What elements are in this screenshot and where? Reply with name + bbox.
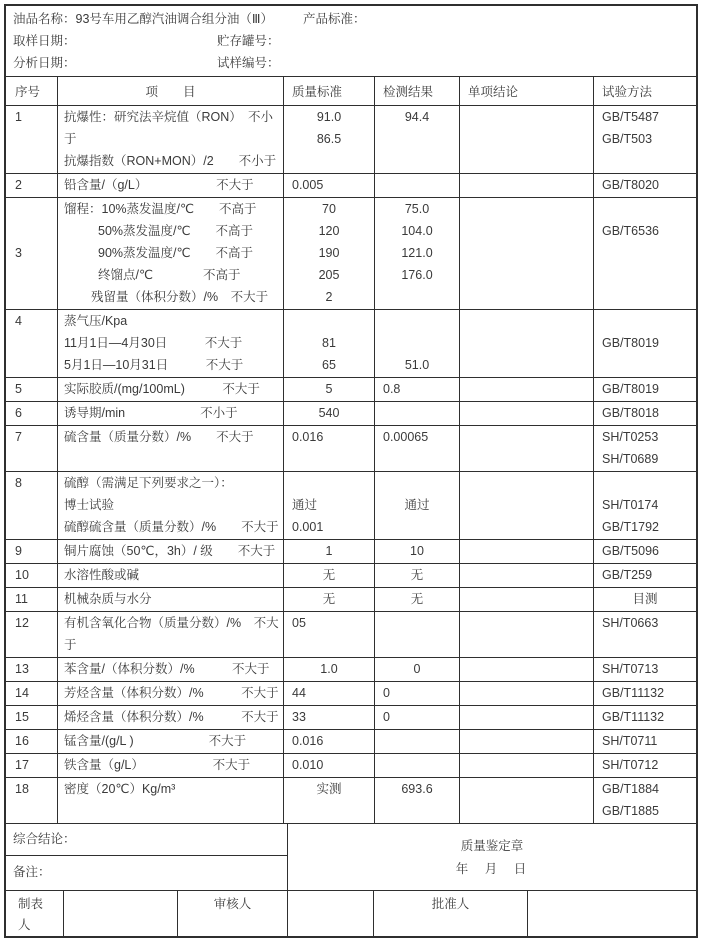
cell-no: 12 bbox=[6, 612, 58, 657]
cell-item: 铁含量（g/L） 不大于 bbox=[58, 754, 284, 777]
summary-left bbox=[6, 824, 288, 890]
cell-item: 硫醇（需满足下列要求之一）： 博士试验 硫醇硫含量（质量分数）/% 不大于 bbox=[58, 472, 284, 539]
product-name: 油品名称：93号车用乙醇汽油调合组分油（Ⅲ） bbox=[13, 12, 274, 26]
cell-conclusion bbox=[460, 778, 594, 823]
cell-item: 苯含量/（体积分数）/% 不大于 bbox=[58, 658, 284, 681]
cell-method: GB/T8019 bbox=[602, 382, 659, 396]
cell-result: 0.00065 bbox=[375, 426, 460, 471]
table-row bbox=[6, 588, 696, 612]
cell-no: 17 bbox=[6, 754, 58, 777]
cell-conclusion bbox=[460, 402, 594, 425]
table-row bbox=[6, 612, 696, 658]
cell-standard: 0.005 bbox=[284, 174, 375, 197]
cell-no: 15 bbox=[6, 706, 58, 729]
preparer-cell bbox=[6, 891, 64, 936]
cell-result bbox=[375, 402, 460, 425]
cell-standard: 81 65 bbox=[284, 310, 375, 377]
info-line-2 bbox=[6, 30, 696, 52]
cell-no: 3 bbox=[6, 198, 58, 309]
cell-conclusion bbox=[460, 706, 594, 729]
table-body bbox=[6, 106, 696, 823]
cell-standard: 44 bbox=[284, 682, 375, 705]
cell-standard: 0.016 bbox=[284, 730, 375, 753]
cell-conclusion bbox=[460, 682, 594, 705]
cell-method: GB/T259 bbox=[602, 568, 653, 582]
cell-result: 94.4 bbox=[375, 106, 460, 173]
cell-standard: 无 bbox=[284, 588, 375, 611]
cell-standard: 1.0 bbox=[284, 658, 375, 681]
product-standard-label: 产品标准： bbox=[303, 12, 366, 26]
cell-standard: 91.0 86.5 bbox=[284, 106, 375, 173]
cell-result: 通过 bbox=[375, 472, 460, 539]
cell-standard: 通过 0.001 bbox=[284, 472, 375, 539]
cell-method: GB/T8020 bbox=[602, 178, 659, 192]
cell-conclusion bbox=[460, 564, 594, 587]
cell-result: 无 bbox=[375, 564, 460, 587]
table-row bbox=[6, 378, 696, 402]
cell-no: 6 bbox=[6, 402, 58, 425]
cell-standard: 1 bbox=[284, 540, 375, 563]
table-row bbox=[6, 658, 696, 682]
cell-no: 8 bbox=[6, 472, 58, 539]
cell-conclusion bbox=[460, 730, 594, 753]
cell-no: 7 bbox=[6, 426, 58, 471]
cell-standard: 无 bbox=[284, 564, 375, 587]
cell-item: 水溶性酸或碱 bbox=[58, 564, 284, 587]
preparer-label: 制表人 bbox=[18, 897, 44, 932]
cell-item: 抗爆性：研究法辛烷值（RON） 不小 于 抗爆指数（RON+MON）/2 不小于 bbox=[58, 106, 284, 173]
cell-no: 9 bbox=[6, 540, 58, 563]
cell-standard: 33 bbox=[284, 706, 375, 729]
cell-standard: 5 bbox=[284, 378, 375, 401]
cell-no: 2 bbox=[6, 174, 58, 197]
header-cell-method: 试验方法 bbox=[602, 85, 653, 99]
cell-item: 馏程：10%蒸发温度/℃ 不高于 50%蒸发温度/℃ 不高于 90%蒸发温度/℃ 不高于 终馏点/℃ 不高于 残留量（体积分数）/% 不大于 bbox=[58, 198, 284, 309]
cell-conclusion bbox=[460, 588, 594, 611]
cell-no: 14 bbox=[6, 682, 58, 705]
approver-value-cell bbox=[528, 891, 696, 936]
cell-item: 密度（20℃）Kg/m³ bbox=[58, 778, 284, 823]
cell-item: 实际胶质/(mg/100mL) 不大于 bbox=[58, 378, 284, 401]
cell-method: SH/T0711 bbox=[602, 734, 658, 748]
table-row bbox=[6, 540, 696, 564]
table-row bbox=[6, 472, 696, 540]
cell-method: SH/T0712 bbox=[602, 758, 659, 772]
cell-item: 芳烃含量（体积分数）/% 不大于 bbox=[58, 682, 284, 705]
header-cell-result: 检测结果 bbox=[375, 77, 460, 105]
seal-label: 质量鉴定章 bbox=[460, 838, 524, 853]
reviewer-cell bbox=[178, 891, 288, 936]
signature-row bbox=[6, 890, 696, 936]
cell-no: 13 bbox=[6, 658, 58, 681]
table-row bbox=[6, 706, 696, 730]
reviewer-label: 审核人 bbox=[213, 897, 252, 911]
table-row bbox=[6, 426, 696, 472]
summary-block bbox=[6, 823, 696, 890]
quality-inspection-report bbox=[4, 4, 698, 938]
cell-standard: 0.010 bbox=[284, 754, 375, 777]
cell-conclusion bbox=[460, 658, 594, 681]
info-line-3 bbox=[6, 52, 696, 74]
cell-result: 75.0 104.0 121.0 176.0 bbox=[375, 198, 460, 309]
cell-item: 烯烃含量（体积分数）/% 不大于 bbox=[58, 706, 284, 729]
cell-result: 0 bbox=[375, 706, 460, 729]
table-row bbox=[6, 174, 696, 198]
cell-standard: 70 120 190 205 2 bbox=[284, 198, 375, 309]
cell-conclusion bbox=[460, 198, 594, 309]
preparer-value-cell bbox=[64, 891, 178, 936]
table-row bbox=[6, 402, 696, 426]
cell-method: GB/T5096 bbox=[602, 544, 659, 558]
cell-result: 693.6 bbox=[375, 778, 460, 823]
cell-standard: 0.016 bbox=[284, 426, 375, 471]
seal-date-label: 年 月 日 bbox=[455, 861, 529, 876]
cell-no: 4 bbox=[6, 310, 58, 377]
cell-result: 0.8 bbox=[375, 378, 460, 401]
storage-tank-label: 贮存罐号： bbox=[217, 34, 280, 48]
analysis-date-label: 分析日期： bbox=[13, 56, 76, 70]
reviewer-value-cell bbox=[288, 891, 374, 936]
approver-cell bbox=[374, 891, 528, 936]
cell-method: SH/T0663 bbox=[602, 616, 659, 630]
table-row bbox=[6, 778, 696, 823]
cell-no: 16 bbox=[6, 730, 58, 753]
table-row bbox=[6, 682, 696, 706]
cell-item: 铅含量/（g/L） 不大于 bbox=[58, 174, 284, 197]
cell-item: 诱导期/min 不小于 bbox=[58, 402, 284, 425]
cell-no: 11 bbox=[6, 588, 58, 611]
cell-method: GB/T5487 GB/T503 bbox=[602, 110, 659, 146]
sampling-date-label: 取样日期： bbox=[13, 34, 76, 48]
header-cell-standard: 质量标准 bbox=[284, 77, 375, 105]
cell-result: 51.0 bbox=[375, 310, 460, 377]
cell-conclusion bbox=[460, 310, 594, 377]
cell-conclusion bbox=[460, 540, 594, 563]
cell-item: 蒸气压/Kpa 11月1日—4月30日 不大于 5月1日—10月31日 不大于 bbox=[58, 310, 284, 377]
cell-method: GB/T8019 bbox=[602, 336, 659, 350]
cell-result bbox=[375, 730, 460, 753]
cell-item: 有机含氧化合物（质量分数）/% 不大 于 bbox=[58, 612, 284, 657]
cell-item: 机械杂质与水分 bbox=[58, 588, 284, 611]
cell-method: SH/T0253 SH/T0689 bbox=[602, 430, 659, 466]
cell-standard: 05 bbox=[284, 612, 375, 657]
table-row bbox=[6, 564, 696, 588]
sample-number-label: 试样编号： bbox=[217, 56, 280, 70]
seal-area bbox=[288, 824, 696, 890]
cell-conclusion bbox=[460, 612, 594, 657]
info-line-1 bbox=[6, 8, 696, 30]
cell-conclusion bbox=[460, 106, 594, 173]
cell-method: 目测 bbox=[632, 592, 658, 606]
cell-item: 锰含量/(g/L ) 不大于 bbox=[58, 730, 284, 753]
cell-conclusion bbox=[460, 378, 594, 401]
cell-conclusion bbox=[460, 426, 594, 471]
cell-result bbox=[375, 612, 460, 657]
cell-method: SH/T0713 bbox=[602, 662, 659, 676]
cell-standard: 540 bbox=[284, 402, 375, 425]
cell-conclusion bbox=[460, 472, 594, 539]
cell-conclusion bbox=[460, 174, 594, 197]
cell-method: GB/T11132 bbox=[602, 686, 665, 700]
cell-no: 5 bbox=[6, 378, 58, 401]
cell-result bbox=[375, 174, 460, 197]
cell-result: 0 bbox=[375, 682, 460, 705]
cell-no: 18 bbox=[6, 778, 58, 823]
cell-method: SH/T0174 GB/T1792 bbox=[602, 498, 659, 534]
header-cell-conclusion: 单项结论 bbox=[460, 77, 594, 105]
cell-result: 10 bbox=[375, 540, 460, 563]
remarks-label: 备注： bbox=[13, 865, 51, 879]
cell-method: GB/T8018 bbox=[602, 406, 659, 420]
report-info-block bbox=[6, 6, 696, 77]
table-header bbox=[6, 77, 696, 106]
cell-method: GB/T11132 bbox=[602, 710, 665, 724]
approver-label: 批准人 bbox=[431, 897, 470, 911]
table-row bbox=[6, 198, 696, 310]
cell-item: 铜片腐蚀（50℃，3h）/ 级 不大于 bbox=[58, 540, 284, 563]
cell-result: 0 bbox=[375, 658, 460, 681]
header-cell-item: 项 目 bbox=[58, 77, 284, 105]
table-row bbox=[6, 730, 696, 754]
table-row bbox=[6, 106, 696, 174]
cell-item: 硫含量（质量分数）/% 不大于 bbox=[58, 426, 284, 471]
cell-standard: 实测 bbox=[284, 778, 375, 823]
cell-no: 10 bbox=[6, 564, 58, 587]
cell-result: 无 bbox=[375, 588, 460, 611]
header-cell-no: 序号 bbox=[6, 77, 58, 105]
cell-conclusion bbox=[460, 754, 594, 777]
cell-method: GB/T6536 bbox=[602, 224, 659, 238]
cell-no: 1 bbox=[6, 106, 58, 173]
cell-result bbox=[375, 754, 460, 777]
table-row bbox=[6, 754, 696, 778]
table-row bbox=[6, 310, 696, 378]
cell-method: GB/T1884 GB/T1885 bbox=[602, 782, 659, 818]
overall-conclusion-label: 综合结论： bbox=[6, 824, 287, 856]
